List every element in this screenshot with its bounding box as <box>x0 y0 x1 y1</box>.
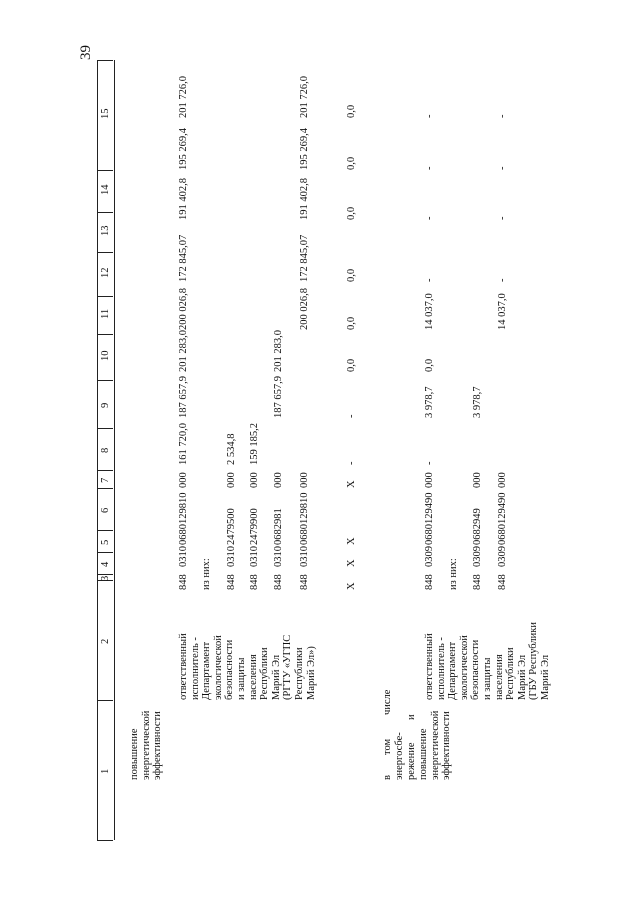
row1-col3-text: ответственный исполнитель - Департамент экологической безопасности и защиты населения Республики Марий Эл (РГТУ «УГПС Республики Марий Эл») <box>178 633 317 700</box>
column-header-10: 10 <box>100 350 111 361</box>
row1-line3-c6: 2479500 <box>226 508 237 545</box>
column-rule <box>97 212 113 213</box>
row1-line6-c11: 200 026,8 <box>299 288 310 330</box>
row1-line1-c7: 000 <box>178 472 189 488</box>
row1-line4-c7: 000 <box>249 472 260 488</box>
row3-line4-c4: 848 <box>497 574 508 590</box>
row3-line3-c9: 3 978,7 <box>472 386 483 418</box>
row1-line5-c9: 187 657,9 <box>273 376 284 418</box>
row1-line4-c6: 2479900 <box>249 508 260 545</box>
row1-line6-c13: 191 402,8 <box>299 178 310 220</box>
column-header-1: 1 <box>100 768 111 774</box>
column-rule <box>97 252 113 253</box>
row2-col2-rest: повышение энергетической эффективности <box>418 710 453 780</box>
row1-line2-c4: из них: <box>201 558 212 590</box>
row1-line3-c4: 848 <box>226 574 237 590</box>
row1-line4-c8: 159 185,2 <box>249 423 260 465</box>
row2-col2-word3: числе <box>382 689 393 715</box>
column-rule <box>97 428 113 429</box>
column-header-6: 6 <box>100 507 111 513</box>
row1-line1-c14: 195 269,4 <box>178 128 189 170</box>
row1-line3-c8: 2 534,8 <box>226 433 237 465</box>
column-header-14: 14 <box>100 184 111 195</box>
column-header-3: 3 <box>100 575 111 581</box>
column-rule <box>97 530 113 531</box>
row3-col3-text: ответственный исполнитель - Департамент экологической безопасности и защиты населения Республики Марий Эл (ГБУ Республики Марий Эл <box>424 622 551 700</box>
row3-line1-c9: 3 978,7 <box>424 386 435 418</box>
column-rule <box>97 574 113 575</box>
column-header-9: 9 <box>100 402 111 408</box>
column-header-7: 7 <box>100 477 111 483</box>
row1-line6-c12: 172 845,07 <box>299 234 310 282</box>
column-rule <box>97 552 113 553</box>
row1-line1-c15: 201 726,0 <box>178 76 189 118</box>
row2-col2-line3b: и <box>406 714 417 720</box>
row1-line1-c11: 200 026,8 <box>178 288 189 330</box>
row3-line1-c4: 848 <box>424 574 435 590</box>
row2-line1-c4: X <box>346 582 357 590</box>
row1-line4-c5: 0310 <box>249 546 260 567</box>
row2-col2-word1: в <box>382 775 393 780</box>
column-header-8: 8 <box>100 447 111 453</box>
row3-line1-c11: 14 037,0 <box>424 293 435 330</box>
row3-line4-c6: 0680129490 <box>497 492 508 545</box>
row2-line1-c8: - <box>346 461 357 465</box>
row1-line5-c7: 000 <box>273 472 284 488</box>
row1-line1-c8: 161 720,0 <box>178 423 189 465</box>
row3-line1-c15: - <box>424 114 435 118</box>
row2-line1-c12: 0,0 <box>346 268 357 282</box>
row1-line3-c5: 0310 <box>226 546 237 567</box>
row1-line5-c5: 0310 <box>273 546 284 567</box>
column-header-5: 5 <box>100 539 111 545</box>
row3-line2-c4: из них: <box>448 558 459 590</box>
row2-line1-c9: - <box>346 414 357 418</box>
row3-line4-c13: - <box>497 216 508 220</box>
row3-line4-c7: 000 <box>497 472 508 488</box>
column-rule <box>97 700 113 701</box>
page-number: 39 <box>78 45 94 60</box>
row3-line1-c14: - <box>424 166 435 170</box>
row1-line6-c7: 000 <box>299 472 310 488</box>
row1-line6-c15: 201 726,0 <box>299 76 310 118</box>
column-header-13: 13 <box>100 225 111 236</box>
column-header-12: 12 <box>100 267 111 278</box>
column-rule <box>97 296 113 297</box>
row2-line1-c14: 0,0 <box>346 156 357 170</box>
row2-col2-line2: энергосбе- <box>394 732 405 780</box>
row3-line3-c7: 000 <box>472 472 483 488</box>
row2-line1-c10: 0,0 <box>346 358 357 372</box>
column-rule <box>97 470 113 471</box>
row1-line4-c4: 848 <box>249 574 260 590</box>
row3-line1-c12: - <box>424 278 435 282</box>
row3-line4-c15: - <box>497 114 508 118</box>
column-rule <box>97 334 113 335</box>
table-outer-rule <box>97 60 98 840</box>
row1-line1-c6: 0680129810 <box>178 492 189 545</box>
row3-line1-c6: 0680129490 <box>424 492 435 545</box>
row2-col2-word2: том <box>382 738 393 755</box>
row3-line3-c5: 0309 <box>472 546 483 567</box>
row3-line3-c4: 848 <box>472 574 483 590</box>
row1-line6-c6: 0680129810 <box>299 492 310 545</box>
row3-line1-c8: - <box>424 461 435 465</box>
row3-line3-c6: 0682949 <box>472 508 483 545</box>
row1-line6-c14: 195 269,4 <box>299 128 310 170</box>
row2-line1-c11: 0,0 <box>346 316 357 330</box>
row1-line5-c6: 0682981 <box>273 508 284 545</box>
row1-line1-c12: 172 845,07 <box>178 234 189 282</box>
column-rule <box>97 170 113 171</box>
row1-line3-c7: 000 <box>226 472 237 488</box>
row1-line1-c4: 848 <box>178 574 189 590</box>
column-rule <box>97 840 113 841</box>
column-rule <box>97 380 113 381</box>
row2-line1-c15: 0,0 <box>346 104 357 118</box>
column-header-2: 2 <box>100 638 111 644</box>
header-top-rule <box>97 60 113 61</box>
row1-line1-c10: 201 283,0 <box>178 330 189 372</box>
column-header-11: 11 <box>100 308 111 319</box>
column-header-15: 15 <box>100 108 111 119</box>
row2-line1-c5: X <box>346 559 357 567</box>
row1-line1-c13: 191 402,8 <box>178 178 189 220</box>
row3-line1-c13: - <box>424 216 435 220</box>
column-rule <box>97 488 113 489</box>
row3-line4-c12: - <box>497 278 508 282</box>
row3-line1-c5: 0309 <box>424 546 435 567</box>
row3-line4-c14: - <box>497 166 508 170</box>
row1-line1-c5: 0310 <box>178 546 189 567</box>
row1-col2-text: повышение энергетической эффективности <box>129 710 164 780</box>
row3-line4-c5: 0309 <box>497 546 508 567</box>
row1-line5-c10: 201 283,0 <box>273 330 284 372</box>
row2-line1-c7: X <box>346 480 357 488</box>
row1-line6-c4: 848 <box>299 574 310 590</box>
row1-line5-c4: 848 <box>273 574 284 590</box>
row3-line1-c10: 0,0 <box>424 358 435 372</box>
row1-line1-c9: 187 657,9 <box>178 376 189 418</box>
column-header-4: 4 <box>100 561 111 567</box>
row2-line1-c6: X <box>346 537 357 545</box>
row1-line6-c5: 0310 <box>299 546 310 567</box>
row3-line1-c7: 000 <box>424 472 435 488</box>
row2-line1-c13: 0,0 <box>346 206 357 220</box>
row2-col2-line3a: режение <box>406 742 417 780</box>
row3-line4-c11: 14 037,0 <box>497 293 508 330</box>
